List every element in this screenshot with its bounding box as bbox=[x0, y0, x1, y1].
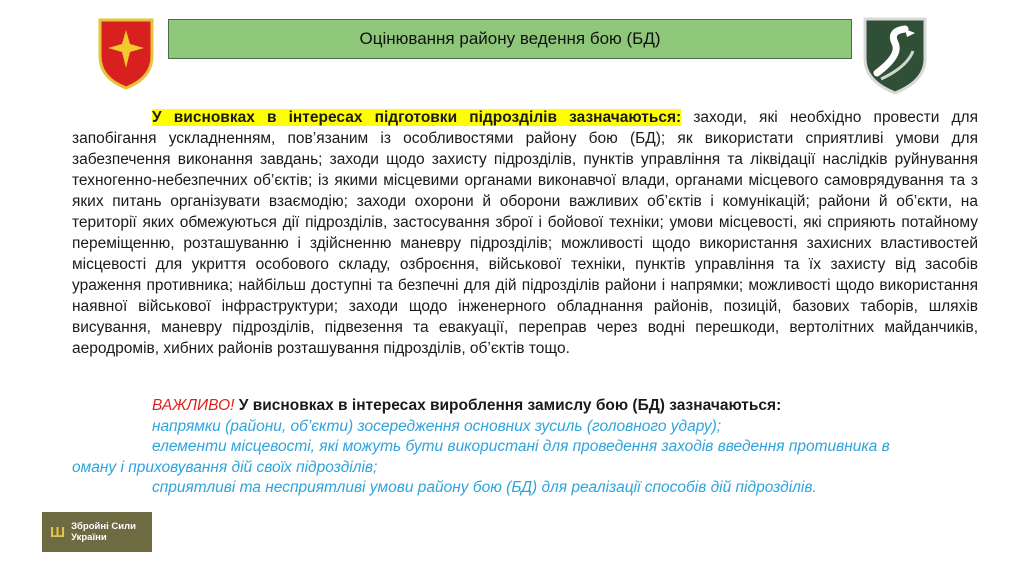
page-title: Оцінювання району ведення бою (БД) bbox=[359, 29, 661, 48]
logo-text bbox=[71, 521, 136, 543]
page-title-bar bbox=[168, 19, 852, 59]
important-label: ВАЖЛИВО! bbox=[152, 397, 235, 414]
armed-forces-logo bbox=[42, 512, 152, 552]
snake-shield-emblem-icon bbox=[861, 15, 929, 95]
conclusions-paragraph bbox=[72, 107, 978, 359]
important-item: сприятливі та несприятливі умови району бою (БД) для реалізації способів дій підрозділів. bbox=[152, 479, 817, 496]
important-item-continuation: оману і приховування дій своїх підрозділів; bbox=[72, 458, 378, 476]
important-section bbox=[72, 396, 978, 499]
lead-highlight: У висновках в інтересах підготовки підрозділів зазначаються: bbox=[152, 109, 682, 126]
important-item: елементи місцевості, які можуть бути використані для проведення заходів введення противника в bbox=[152, 438, 890, 455]
logo-line-2: України bbox=[71, 532, 107, 543]
important-heading-line bbox=[72, 396, 978, 417]
body-text: заходи, які необхідно провести для запобігання ускладненням, пов’язаним із особливостями району бою (БД); як використати сприятливі умови для забезпечення виконання завдань; заходи щодо захисту підрозділів, пунктів управління та ліквідації наслідків руйнування техногенно-небезпечних об’єктів; із якими місцевими органами виконавчої влади, органами місцевого самоврядування та з яких питань організувати взаємодію; заходи охорони й оборони важливих об’єктів і комунікацій; райони й об’єкти, на території яких обмежуються дії підрозділів, застосування зброї і бойової техніки; умови місцевості, які сприяють потайному переміщенню, розташуванню і здійсненню маневру підрозділів; можливості щодо використання захисних властивостей місцевості для укриття особового складу, озброєння, військової техніки, пунктів управління та їх захисту від засобів ураження противника; найбільш доступні та безпечні для дій підрозділів райони і напрямки; можливості щодо використання наявної військової інфраструктури; заходи щодо інженерного обладнання районів, позицій, базових таборів, шляхів висування, маневру підрозділів, підвезення та евакуації, переправ через водні перешкоди, вертолітних майданчиків, аеродромів, хибних районів розташування підрозділів, об’єктів тощо. bbox=[72, 109, 978, 357]
trident-icon: Ш bbox=[50, 523, 66, 541]
logo-line-1: Збройні Сили bbox=[71, 521, 136, 532]
important-item: напрямки (райони, об’єкти) зосередження основних зусиль (головного удару); bbox=[152, 417, 722, 435]
red-shield-cross-emblem-icon bbox=[96, 16, 156, 90]
important-heading: У висновках в інтересах вироблення замислу бою (БД) зазначаються: bbox=[234, 397, 782, 414]
